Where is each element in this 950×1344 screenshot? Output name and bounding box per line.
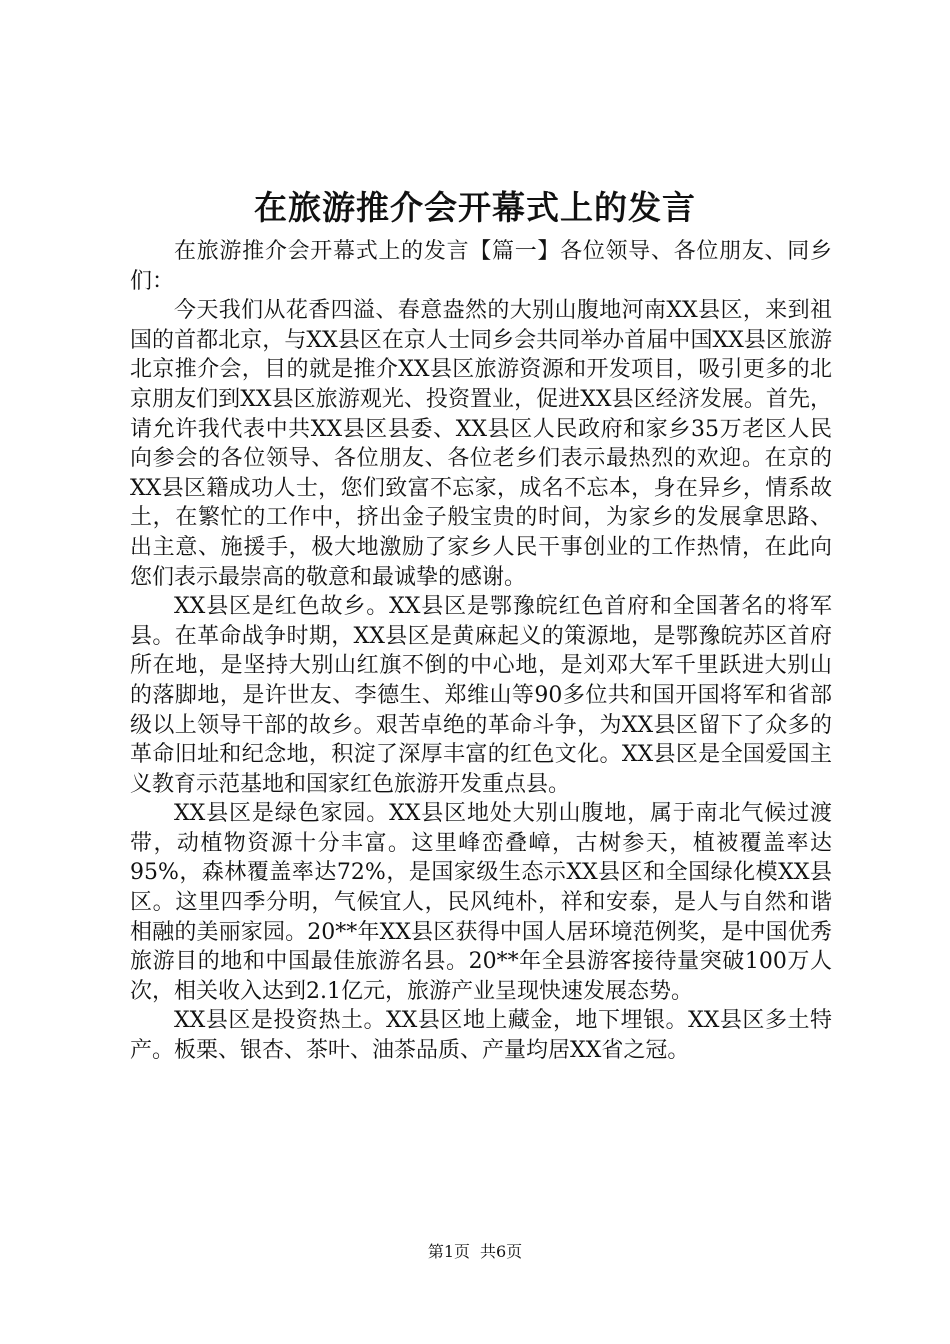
paragraph-2: 今天我们从花香四溢、春意盎然的大别山腹地河南XX县区，来到祖国的首都北京，与XX县区在京人士同乡会共同举办首届中国XX县区旅游北京推介会，目的就是推介XX县区旅游资源和开发项目，吸引更多的北京朋友们到XX县区旅游观光、投资置业，促进XX县区经济发展。首先，请允许我代表中共XX县区县委、XX县区人民政府和家乡35万老区人民向参会的各位领导、各位朋友、各位老乡们表示最热烈的欢迎。在京的XX县区籍成功人士，您们致富不忘家，成名不忘本，身在异乡，情系故土，在繁忙的工作中，挤出金子般宝贵的时间，为家乡的发展拿思路、出主意、施援手，极大地激励了家乡人民干事创业的工作热情，在此向您们表示最崇高的敬意和最诚挚的感谢。	[130, 298, 832, 590]
paragraph-3: XX县区是红色故乡。XX县区是鄂豫皖红色首府和全国著名的将军县。在革命战争时期，XX县区是黄麻起义的策源地，是鄂豫皖苏区首府所在地，是坚持大别山红旗不倒的中心地，是刘邓大军千里跃进大别山的落脚地，是许世友、李德生、郑维山等90多位共和国开国将军和省部级以上领导干部的故乡。艰苦卓绝的革命斗争，为XX县区留下了众多的革命旧址和纪念地，积淀了深厚丰富的红色文化。XX县区是全国爱国主义教育示范基地和国家红色旅游开发重点县。	[130, 594, 832, 797]
paragraph-5: XX县区是投资热土。XX县区地上藏金，地下埋银。XX县区多土特产。板栗、银杏、茶叶、油茶品质、产量均居XX省之冠。	[130, 1008, 832, 1064]
document-body	[130, 237, 832, 1066]
document-title: 在旅游推介会开幕式上的发言	[254, 188, 696, 227]
page-footer	[0, 1240, 950, 1264]
paragraph-4: XX县区是绿色家园。XX县区地处大别山腹地，属于南北气候过渡带，动植物资源十分丰富。这里峰峦叠嶂，古树参天，植被覆盖率达95%，森林覆盖率达72%，是国家级生态示XX县区和全国绿化模XX县区。这里四季分明，气候宜人，民风纯朴，祥和安泰，是人与自然和谐相融的美丽家园。20**年XX县区获得中国人居环境范例奖，是中国优秀旅游目的地和中国最佳旅游名县。20**年全县游客接待量突破100万人次，相关收入达到2.1亿元，旅游产业呈现快速发展态势。	[130, 801, 832, 1004]
page-total: 共6页	[480, 1242, 523, 1261]
page-number: 第1页	[427, 1242, 470, 1261]
paragraph-1: 在旅游推介会开幕式上的发言【篇一】各位领导、各位朋友、同乡们：	[130, 239, 832, 294]
